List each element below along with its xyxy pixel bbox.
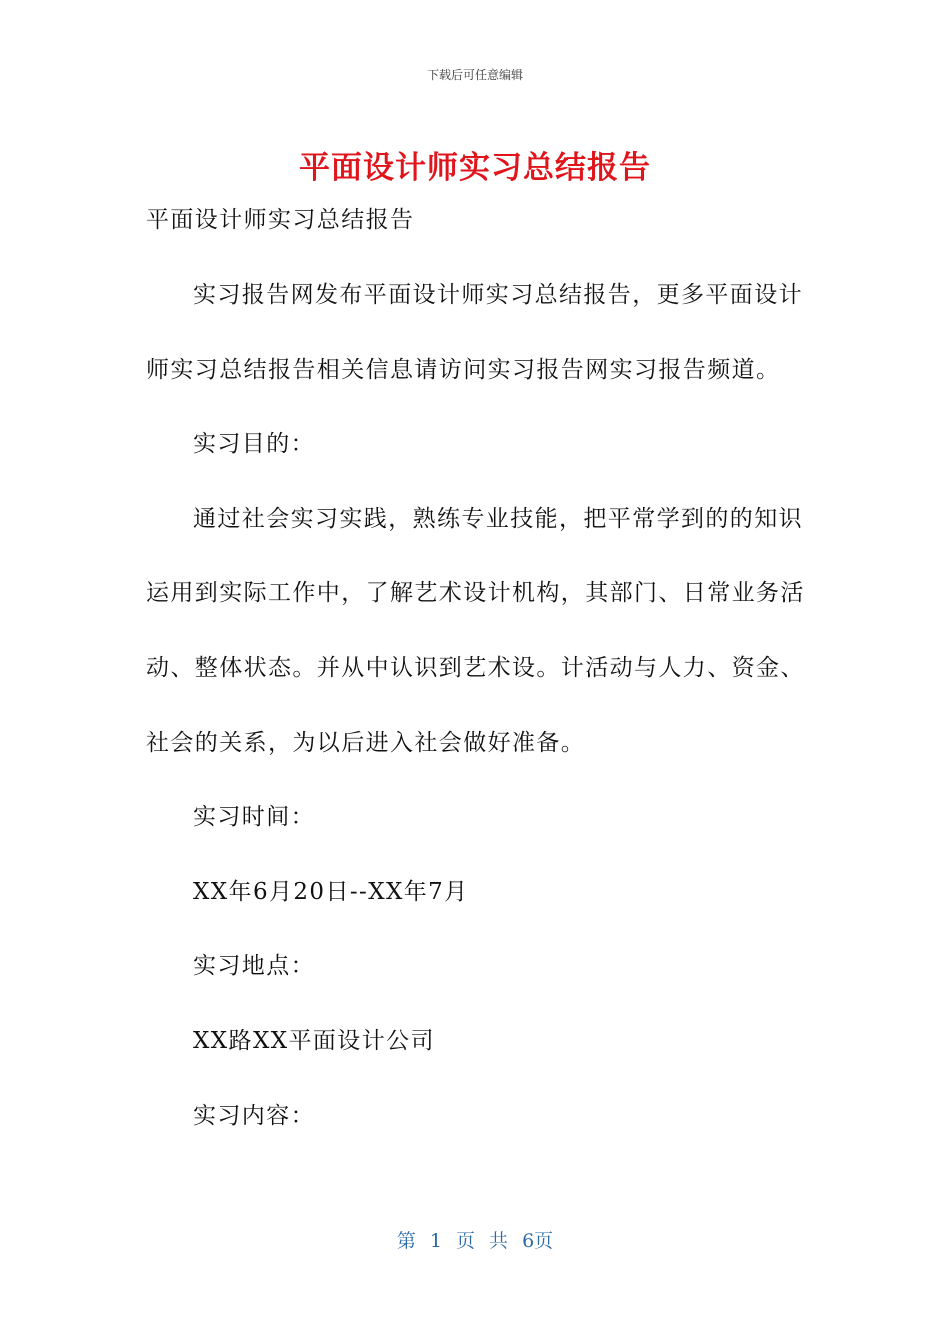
purpose-paragraph-line: 动、整体状态。并从中认识到艺术设。计活动与人力、资金、: [146, 655, 805, 681]
purpose-heading: 实习目的：: [193, 431, 315, 457]
page-number-footer: 第 1 页 共 6页: [396, 1230, 554, 1252]
time-heading: 实习时间：: [193, 804, 315, 830]
purpose-paragraph-line: 运用到实际工作中，了解艺术设计机构，其部门、日常业务活: [146, 580, 805, 606]
intro-paragraph-line: 师实习总结报告相关信息请访问实习报告网实习报告频道。: [146, 357, 781, 383]
purpose-paragraph-line: 通过社会实习实践，熟练专业技能，把平常学到的的知识: [193, 506, 803, 532]
intro-paragraph-line: 实习报告网发布平面设计师实习总结报告，更多平面设计: [193, 282, 803, 308]
place-heading: 实习地点：: [193, 953, 315, 979]
header-note: 下载后可任意编辑: [426, 68, 523, 82]
content-heading: 实习内容：: [193, 1103, 315, 1129]
time-value: XX年6月20日--XX年7月: [193, 879, 469, 905]
subtitle: 平面设计师实习总结报告: [146, 207, 415, 233]
place-value: XX路XX平面设计公司: [193, 1028, 435, 1054]
document-title: 平面设计师实习总结报告: [299, 150, 651, 186]
purpose-paragraph-line: 社会的关系，为以后进入社会做好准备。: [146, 730, 586, 756]
